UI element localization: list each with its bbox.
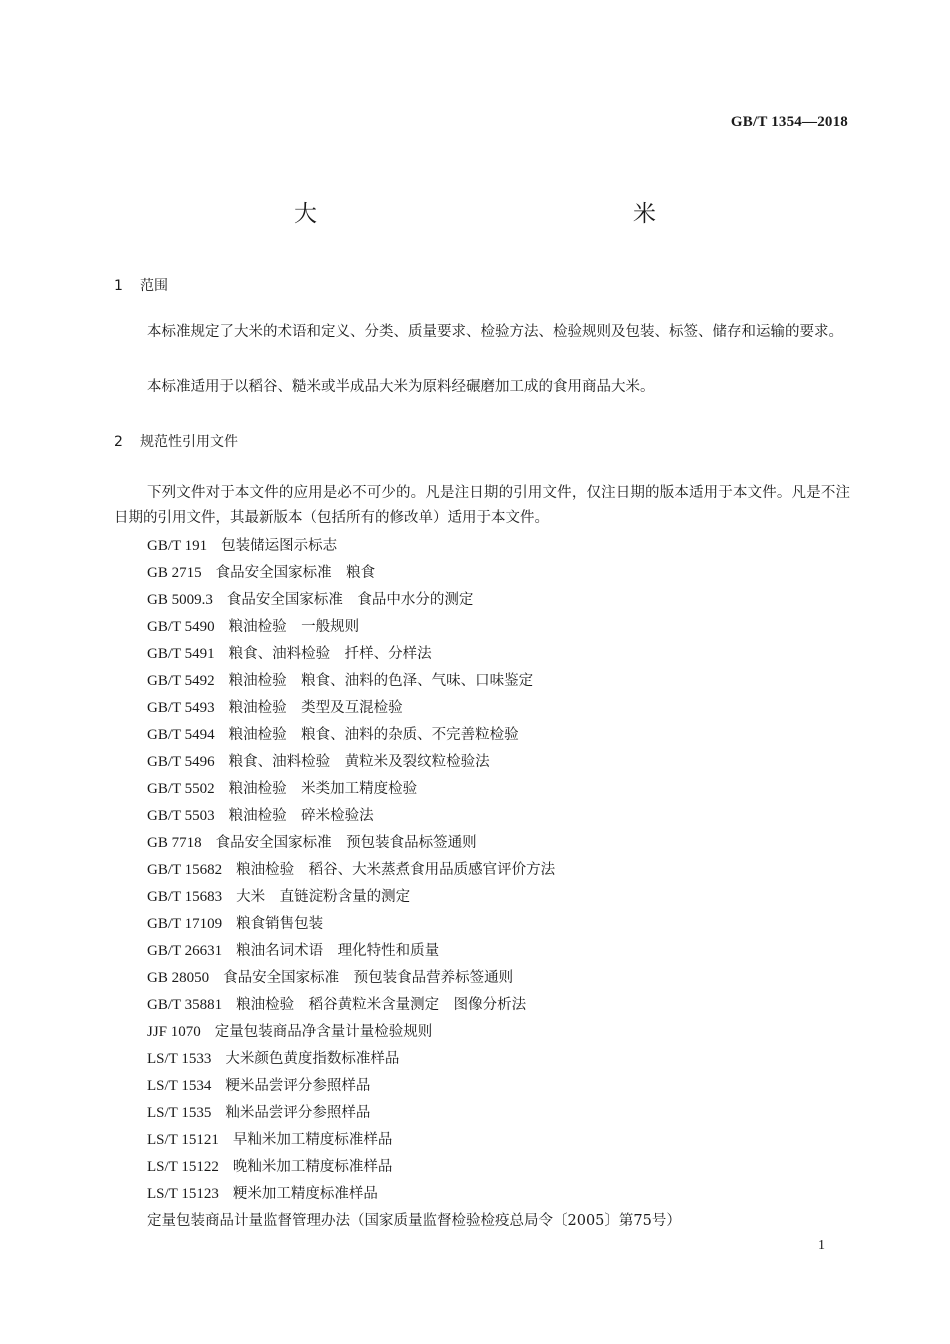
reference-code: GB/T 5490 bbox=[147, 619, 215, 635]
reference-title: 粮油检验 粮食、油料的色泽、气味、口味鉴定 bbox=[228, 673, 534, 689]
reference-title: 包装储运图示标志 bbox=[221, 538, 338, 554]
reference-item bbox=[147, 1019, 681, 1046]
reference-item bbox=[147, 857, 681, 884]
reference-code: GB/T 5491 bbox=[147, 646, 215, 662]
reference-code: GB/T 5492 bbox=[147, 673, 215, 689]
reference-code: GB/T 26631 bbox=[147, 943, 223, 959]
reference-title: 粮油检验 米类加工精度检验 bbox=[228, 781, 418, 797]
section-number: 2 bbox=[114, 434, 123, 450]
reference-title: 粮食销售包装 bbox=[236, 916, 324, 932]
reference-code: GB 28050 bbox=[147, 970, 210, 986]
reference-code: GB/T 191 bbox=[147, 538, 208, 554]
reference-item bbox=[147, 1100, 681, 1127]
reference-code: GB/T 5494 bbox=[147, 727, 215, 743]
section-heading-normative-references bbox=[114, 431, 238, 451]
reference-title: 食品安全国家标准 预包装食品营养标签通则 bbox=[223, 970, 514, 986]
reference-code: JJF 1070 bbox=[147, 1024, 201, 1040]
reference-code: LS/T 15122 bbox=[147, 1159, 219, 1175]
reference-title: 粮食、油料检验 扦样、分样法 bbox=[228, 646, 432, 662]
reference-item bbox=[147, 560, 681, 587]
reference-item bbox=[147, 938, 681, 965]
reference-item bbox=[147, 533, 681, 560]
references-intro-paragraph: 下列文件对于本文件的应用是必不可少的。凡是注日期的引用文件，仅注日期的版本适用于本文件。凡是不注日期的引用文件，其最新版本（包括所有的修改单）适用于本文件。 bbox=[114, 485, 850, 526]
reference-code: GB/T 5493 bbox=[147, 700, 215, 716]
reference-item bbox=[147, 992, 681, 1019]
reference-title: 粮油检验 稻谷、大米蒸煮食用品质感官评价方法 bbox=[236, 862, 556, 878]
reference-code: LS/T 15123 bbox=[147, 1186, 219, 1202]
reference-code: GB 5009.3 bbox=[147, 592, 213, 608]
reference-code: GB 7718 bbox=[147, 835, 202, 851]
reference-title: 粳米品尝评分参照样品 bbox=[225, 1078, 371, 1094]
standard-number: GB/T 1354—2018 bbox=[730, 114, 848, 130]
reference-title: 粳米加工精度标准样品 bbox=[232, 1186, 378, 1202]
page-number: 1 bbox=[818, 1238, 825, 1253]
reference-code: GB/T 17109 bbox=[147, 916, 223, 932]
reference-item-regulation: 定量包装商品计量监督管理办法（国家质量监督检验检疫总局令〔2005〕第75号） bbox=[147, 1213, 681, 1229]
reference-code: GB/T 35881 bbox=[147, 997, 223, 1013]
reference-title: 早籼米加工精度标准样品 bbox=[232, 1132, 393, 1148]
section-title: 规范性引用文件 bbox=[140, 434, 238, 450]
reference-list bbox=[147, 533, 681, 1235]
section-heading-scope bbox=[114, 275, 168, 295]
reference-item bbox=[147, 803, 681, 830]
scope-paragraph-2: 本标准适用于以稻谷、糙米或半成品大米为原料经碾磨加工成的食用商品大米。 bbox=[147, 379, 655, 395]
reference-item bbox=[147, 695, 681, 722]
reference-item bbox=[147, 776, 681, 803]
reference-code: LS/T 1533 bbox=[147, 1051, 212, 1067]
reference-title: 粮油检验 粮食、油料的杂质、不完善粒检验 bbox=[228, 727, 519, 743]
reference-item bbox=[147, 749, 681, 776]
section-title: 范围 bbox=[140, 278, 168, 294]
reference-code: GB 2715 bbox=[147, 565, 202, 581]
scope-paragraph-1: 本标准规定了大米的术语和定义、分类、质量要求、检验方法、检验规则及包装、标签、储存和运输的要求。 bbox=[147, 324, 843, 340]
reference-title: 食品安全国家标准 预包装食品标签通则 bbox=[215, 835, 477, 851]
reference-title: 食品安全国家标准 食品中水分的测定 bbox=[226, 592, 474, 608]
reference-title: 粮油检验 类型及互混检验 bbox=[228, 700, 403, 716]
reference-code: GB/T 5502 bbox=[147, 781, 215, 797]
reference-code: GB/T 15683 bbox=[147, 889, 223, 905]
reference-code: LS/T 1535 bbox=[147, 1105, 212, 1121]
reference-item bbox=[147, 1127, 681, 1154]
reference-title: 粮油检验 一般规则 bbox=[228, 619, 360, 635]
reference-code: GB/T 15682 bbox=[147, 862, 223, 878]
reference-title: 粮油检验 碎米检验法 bbox=[228, 808, 374, 824]
section-number: 1 bbox=[114, 278, 123, 294]
reference-item bbox=[147, 884, 681, 911]
reference-item bbox=[147, 1181, 681, 1208]
document-title: 大 米 bbox=[294, 201, 746, 227]
reference-title: 食品安全国家标准 粮食 bbox=[215, 565, 376, 581]
reference-title: 晚籼米加工精度标准样品 bbox=[232, 1159, 393, 1175]
reference-item bbox=[147, 830, 681, 857]
reference-title: 粮油名词术语 理化特性和质量 bbox=[236, 943, 440, 959]
reference-title: 大米颜色黄度指数标准样品 bbox=[225, 1051, 400, 1067]
reference-item bbox=[147, 641, 681, 668]
reference-code: LS/T 15121 bbox=[147, 1132, 219, 1148]
reference-item bbox=[147, 911, 681, 938]
reference-title: 大米 直链淀粉含量的测定 bbox=[236, 889, 411, 905]
reference-title: 粮油检验 稻谷黄粒米含量测定 图像分析法 bbox=[236, 997, 527, 1013]
reference-item bbox=[147, 1073, 681, 1100]
reference-item bbox=[147, 668, 681, 695]
reference-item bbox=[147, 722, 681, 749]
reference-title: 粮食、油料检验 黄粒米及裂纹粒检验法 bbox=[228, 754, 490, 770]
reference-code: LS/T 1534 bbox=[147, 1078, 212, 1094]
reference-code: GB/T 5503 bbox=[147, 808, 215, 824]
reference-item bbox=[147, 1046, 681, 1073]
reference-item bbox=[147, 614, 681, 641]
reference-item bbox=[147, 587, 681, 614]
reference-title: 籼米品尝评分参照样品 bbox=[225, 1105, 371, 1121]
reference-title: 定量包装商品净含量计量检验规则 bbox=[214, 1024, 433, 1040]
reference-code: GB/T 5496 bbox=[147, 754, 215, 770]
reference-item bbox=[147, 965, 681, 992]
reference-item bbox=[147, 1154, 681, 1181]
